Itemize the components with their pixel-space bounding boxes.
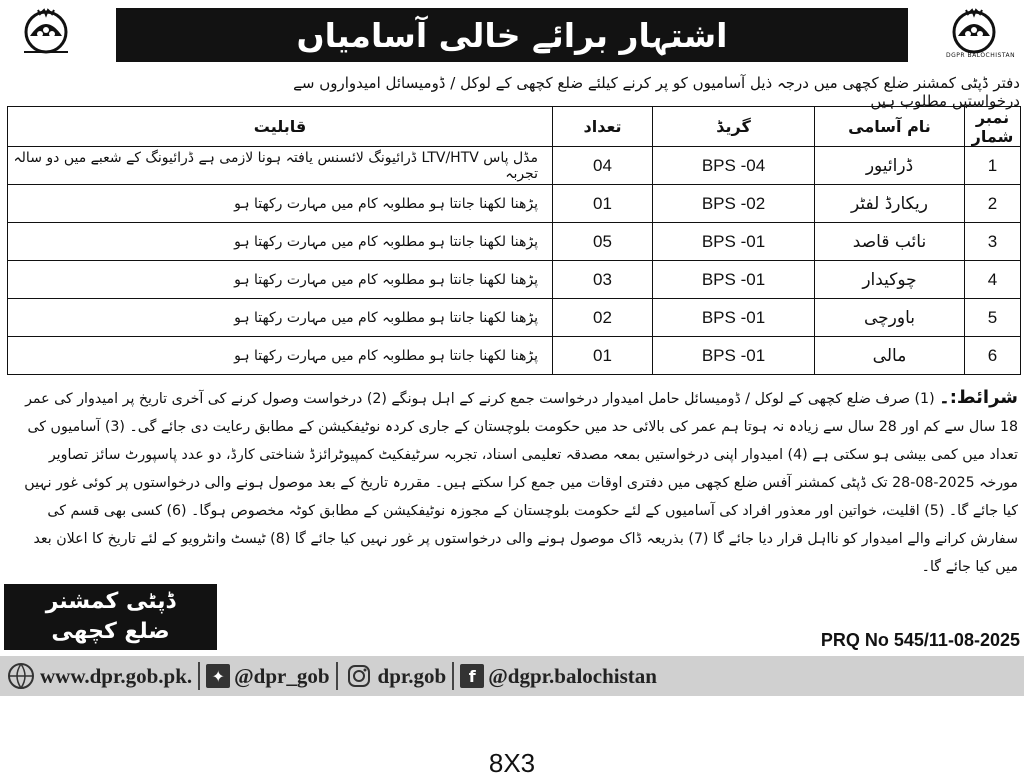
cell-grade: BPS -01	[653, 337, 815, 375]
cell-qualification: پڑھنا لکھنا جانتا ہو مطلوبہ کام میں مہارت رکھتا ہو	[8, 337, 553, 375]
cell-post: چوکیدار	[815, 261, 965, 299]
cell-qualification: پڑھنا لکھنا جانتا ہو مطلوبہ کام میں مہارت رکھتا ہو	[8, 223, 553, 261]
footer-twitter[interactable]	[206, 664, 329, 689]
footer-website[interactable]	[6, 661, 192, 691]
cell-count: 01	[553, 185, 653, 223]
signature-title: ڈپٹی کمشنر	[45, 589, 176, 614]
cell-post: نائب قاصد	[815, 223, 965, 261]
cell-grade: BPS -04	[653, 147, 815, 185]
vacancies-table	[7, 106, 1021, 375]
cell-post: باورچی	[815, 299, 965, 337]
cell-qualification: پڑھنا لکھنا جانتا ہو مطلوبہ کام میں مہارت رکھتا ہو	[8, 261, 553, 299]
header-qualification: قابلیت	[8, 107, 553, 147]
cell-grade: BPS -01	[653, 299, 815, 337]
table-row	[8, 185, 1021, 223]
intro-text: دفتر ڈپٹی کمشنر ضلع کچھی میں درجہ ذیل آسامیوں کو پر کرنے کیلئے ضلع کچھی کے لوکل / ڈومیسائل امیدواروں سے درخواستیں مطلوب ہیں	[293, 74, 1020, 110]
cell-count: 05	[553, 223, 653, 261]
cell-post: مالی	[815, 337, 965, 375]
table-row	[8, 299, 1021, 337]
logo-caption: DGPR BALOCHISTAN	[946, 52, 1016, 59]
table-row	[8, 223, 1021, 261]
cell-serial: 5	[965, 299, 1021, 337]
twitter-icon: ✦	[206, 664, 230, 688]
cell-count: 03	[553, 261, 653, 299]
instagram-handle: dpr.gob	[377, 663, 447, 688]
cell-qualification: مڈل پاس LTV/HTV ڈرائیونگ لائسنس یافتہ ہونا لازمی ہے ڈرائیونگ کے شعبے میں دو سالہ تجربہ	[8, 147, 553, 185]
website-text: www.dpr.gob.pk.	[40, 663, 193, 688]
terms-label: شرائط:۔	[939, 387, 1018, 408]
table-row	[8, 337, 1021, 375]
footer-divider	[336, 662, 338, 690]
cell-serial: 3	[965, 223, 1021, 261]
cell-count: 04	[553, 147, 653, 185]
balochistan-emblem-left	[10, 6, 82, 62]
globe-icon	[6, 661, 36, 691]
table-header-row	[8, 107, 1021, 147]
cell-serial: 1	[965, 147, 1021, 185]
facebook-handle: @dgpr.balochistan	[488, 663, 657, 688]
table-row	[8, 261, 1021, 299]
footer-divider	[452, 662, 454, 690]
signature-block	[4, 584, 217, 650]
footer-facebook[interactable]	[460, 664, 657, 689]
cell-grade: BPS -01	[653, 223, 815, 261]
header-count: تعداد	[553, 107, 653, 147]
twitter-handle: @dpr_gob	[234, 663, 330, 688]
header-serial: نمبر شمار	[965, 107, 1021, 147]
cell-grade: BPS -02	[653, 185, 815, 223]
cell-serial: 4	[965, 261, 1021, 299]
header-banner	[116, 8, 908, 62]
cell-post: ڈرائیور	[815, 147, 965, 185]
facebook-icon: f	[460, 664, 484, 688]
cell-serial: 6	[965, 337, 1021, 375]
terms-text: (1) صرف ضلع کچھی کے لوکل / ڈومیسائل حامل امیدوار درخواست جمع کرنے کے اہل ہونگے (2) درخواست وصول کرنے کی آخری تاریخ پر امیدوار کی عمر 18 سال سے کم اور 28 سال سے زیادہ نہ ہوتا ہم عمر کی بالائی حد میں حکومت بلوچستان کے جاری کردہ نوٹیفکیشن کے مطابق رعایت دی جائے گی۔ (3) آسامیوں کی تعداد میں کمی بیشی ہو سکتی ہے (4) امیدوار اپنی درخواستیں بمعہ مصدقہ تعلیمی اسناد، تجربہ سرٹیفکیٹ کمپیوٹرائزڈ شناختی کارڈ، دو عدد پاسپورٹ سائز تصاویر مورخہ 2025-08-28 تک ڈپٹی کمشنر آفس ضلع کچھی میں دفتری اوقات میں جمع کرا سکتے ہیں۔ مقررہ تاریخ کے بعد موصول ہونے والی درخواستوں پر کوئی غور نہیں کیا جائے گا۔ (5) اقلیت، خواتین اور معذور افراد کی آسامیوں کے لئے حکومت بلوچستان کے مجوزہ نوٹیفکیشن کے مطابق کوٹہ مخصوص ہوگا۔ (6) کسی بھی قسم کی سفارش کرانے والے امیدوار کو نااہل قرار دیا جائے گا (7) بذریعہ ڈاک موصول ہونے والی درخواستوں پر غور نہیں کیا جائے گا (8) ٹیسٹ وانٹرویو کے لئے تاریخ کا اعلان بعد میں کیا جائے گا۔	[24, 391, 1018, 575]
header-post: نام آسامی	[815, 107, 965, 147]
instagram-icon	[344, 661, 374, 691]
cell-count: 02	[553, 299, 653, 337]
cell-serial: 2	[965, 185, 1021, 223]
footer-instagram[interactable]	[344, 661, 447, 691]
header-grade: گریڈ	[653, 107, 815, 147]
cell-count: 01	[553, 337, 653, 375]
prq-number: PRQ No 545/11-08-2025	[820, 630, 1020, 650]
ad-size-label: 8X3	[488, 748, 536, 778]
cell-grade: BPS -01	[653, 261, 815, 299]
terms-section	[8, 384, 1018, 581]
footer-divider	[198, 662, 200, 690]
table-row	[8, 147, 1021, 185]
cell-post: ریکارڈ لفٹر	[815, 185, 965, 223]
page-title: اشتہار برائے خالی آسامیاں	[296, 15, 728, 55]
cell-qualification: پڑھنا لکھنا جانتا ہو مطلوبہ کام میں مہارت رکھتا ہو	[8, 185, 553, 223]
footer-social-bar	[0, 656, 1024, 696]
signature-district: ضلع کچھی	[51, 619, 170, 644]
cell-qualification: پڑھنا لکھنا جانتا ہو مطلوبہ کام میں مہارت رکھتا ہو	[8, 299, 553, 337]
